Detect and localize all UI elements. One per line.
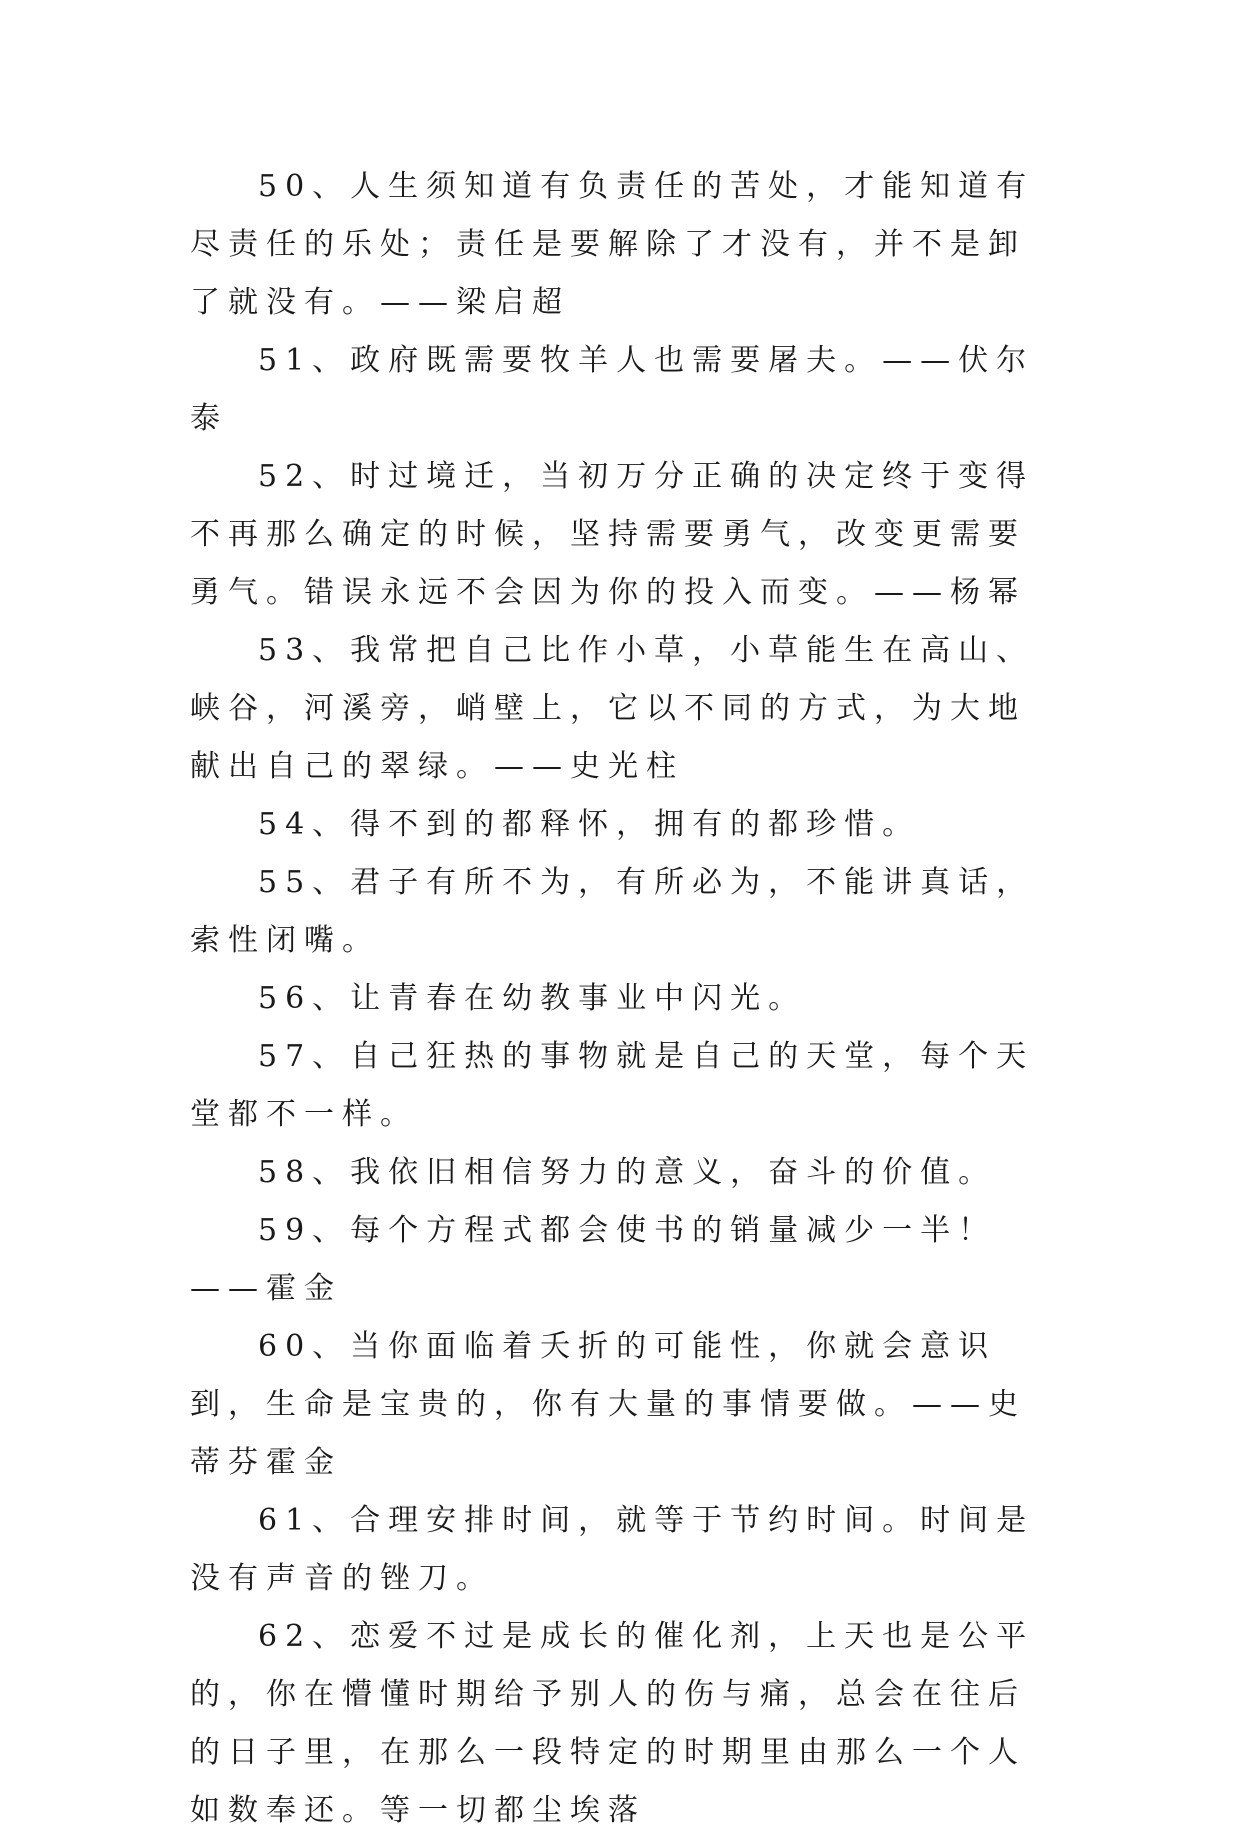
- quote-paragraph-53: 53、我常把自己比作小草，小草能生在高山、峡谷，河溪旁，峭壁上，它以不同的方式，为大地献出自己的翠绿。——史光柱: [190, 633, 1035, 784]
- quote-paragraph-55: 55、君子有所不为，有所必为，不能讲真话，索性闭嘴。: [190, 865, 1035, 958]
- quote-paragraph-57: 57、自己狂热的事物就是自己的天堂，每个天堂都不一样。: [190, 1039, 1035, 1132]
- quote-paragraph-54: 54、得不到的都释怀，拥有的都珍惜。: [258, 807, 921, 842]
- quote-paragraph-60: 60、当你面临着夭折的可能性，你就会意识到，生命是宝贵的，你有大量的事情要做。——史蒂芬霍金: [190, 1329, 1026, 1480]
- quote-paragraph-51: 51、政府既需要牧羊人也需要屠夫。——伏尔泰: [190, 343, 1035, 436]
- quote-paragraph-59: 59、每个方程式都会使书的销量减少一半！——霍金: [190, 1213, 997, 1306]
- quote-paragraph-56: 56、让青春在幼教事业中闪光。: [258, 981, 807, 1016]
- quote-paragraph-58: 58、我依旧相信努力的意义，奋斗的价值。: [258, 1155, 997, 1190]
- quote-paragraph-52: 52、时过境迁，当初万分正确的决定终于变得不再那么确定的时候，坚持需要勇气，改变更需要勇气。错误永远不会因为你的投入而变。——杨幂: [190, 459, 1035, 610]
- quote-paragraph-61: 61、合理安排时间，就等于节约时间。时间是没有声音的锉刀。: [190, 1503, 1035, 1596]
- quote-paragraph-50: 50、人生须知道有负责任的苦处，才能知道有尽责任的乐处；责任是要解除了才没有，并不是卸了就没有。——梁启超: [190, 169, 1035, 320]
- document-body: [190, 158, 1060, 1840]
- quote-paragraph-62: 62、恋爱不过是成长的催化剂，上天也是公平的，你在懵懂时期给予别人的伤与痛，总会在往后的日子里，在那么一段特定的时期里由那么一个人如数奉还。等一切都尘埃落: [190, 1619, 1035, 1828]
